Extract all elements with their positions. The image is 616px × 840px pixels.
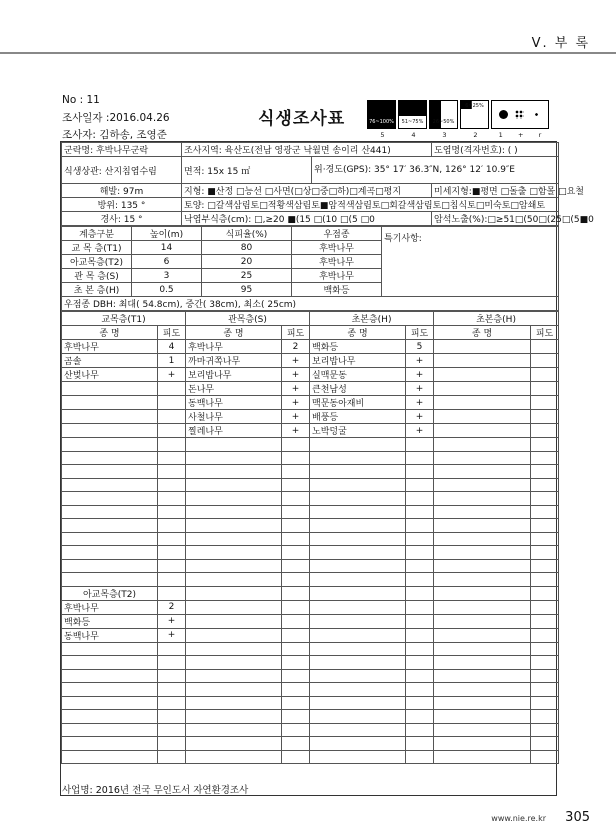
site-info-table <box>61 142 594 226</box>
table-row <box>62 696 559 710</box>
dots-plus-icon <box>515 110 524 119</box>
table-row <box>62 710 559 724</box>
table-row <box>62 573 559 587</box>
table-row <box>62 532 559 546</box>
table-row <box>62 723 559 737</box>
project-name: 사업명: 2016년 전국 무인도서 자연환경조사 <box>62 785 249 796</box>
layer-header-dominant: 우점종 <box>292 227 382 241</box>
scale-box-4: 51~75% <box>398 100 427 129</box>
scale-box-3: 26~50% <box>429 100 458 129</box>
table-row <box>62 559 559 573</box>
table-row: 후박나무 2 <box>62 600 559 614</box>
cover-scale-legend <box>367 100 551 130</box>
special-notes: 특기사항: <box>382 227 559 297</box>
page-number: 305 <box>565 810 590 825</box>
group-header-h2: 초본층(H) <box>434 312 559 326</box>
map-sheet: 도엽명(격자번호): ( ) <box>432 143 559 157</box>
table-row <box>62 478 559 492</box>
micro-terrain: 미세지형:■평면 □돌출 □함몰 □요철 <box>432 184 559 198</box>
group-header-h1: 초본층(H) <box>310 312 434 326</box>
layer-header-height: 높이(m) <box>132 227 202 241</box>
table-row: 교 목 층(T1) <box>62 241 132 255</box>
table-row: 동백나무 + 맥문동아재비 + <box>62 396 559 410</box>
table-row <box>62 669 559 683</box>
scale-numbers: 5 4 3 2 1 + r <box>380 131 542 139</box>
header-divider <box>0 52 616 54</box>
table-row <box>62 656 559 670</box>
slope: 경사: 15 ° <box>62 212 182 226</box>
table-row <box>62 750 559 764</box>
scale-box-2: 6~25% <box>460 100 489 129</box>
species-table: 교목층(T1) 관목층(S) 초본층(H) 초본층(H) 종 명 피도 종 명 피도 종 명 피도 종 명 피도 후박나무 4 후박나무 2 백화등 5 곰솔 1 까마귀쪽나무 + 보리밥나무 + 산벚나무 + 보리밥나무 + 실맥문동 + 돈나무 + 큰천남성 + 동백나무 + 맥문동아재비 + 사철나무 + 배풍등 + 찔레나무 + 노박덩굴 + 아교목층(T2) 후박나무 2 백화등 + 동백나무 + <box>61 311 559 764</box>
table-row: 동백나무 + <box>62 628 559 642</box>
gps-coords: 위·경도(GPS): 35° 17′ 36.3″N, 126° 12′ 10.9″E <box>312 157 559 184</box>
table-row <box>62 465 559 479</box>
table-row <box>62 492 559 506</box>
table-row <box>62 505 559 519</box>
table-row: 관 목 층(S) <box>62 269 132 283</box>
aspect: 방위: 135 ° <box>62 198 182 212</box>
plot-area: 면적: 15x 15 ㎡ <box>182 157 312 184</box>
layer-header-class: 계층구분 <box>62 227 132 241</box>
table-row: 후박나무 4 후박나무 2 백화등 5 <box>62 340 559 354</box>
table-row: 곰솔 1 까마귀쪽나무 + 보리밥나무 + <box>62 354 559 368</box>
table-row <box>62 546 559 560</box>
page-title: 식생조사표 <box>258 109 346 129</box>
survey-form <box>60 141 594 796</box>
table-row: 초 본 층(H) <box>62 283 132 297</box>
dot-1-icon <box>499 110 508 119</box>
terrain: 지형: ■산정 □능선 □사면(□상□중□하)□계곡□평지 <box>182 184 432 198</box>
table-row: 사철나무 + 배풍등 + <box>62 410 559 424</box>
survey-region: 조사지역: 육산도(전남 영광군 낙월면 송이리 산441) <box>182 143 432 157</box>
site-url: www.nie.re.kr <box>491 814 546 823</box>
table-row: 아교목층(T2) <box>62 255 132 269</box>
group-header-t1: 교목층(T1) <box>62 312 186 326</box>
dot-r-icon <box>532 110 541 119</box>
scale-box-small <box>491 100 549 129</box>
table-row <box>62 642 559 656</box>
section-header: Ⅴ. 부 록 <box>531 36 590 51</box>
survey-date: 조사일자 :2016.04.26 <box>62 112 170 124</box>
community-name: 군락명: 후박나무군락 <box>62 143 182 157</box>
table-row: 돈나무 + 큰천남성 + <box>62 382 559 396</box>
surveyors: 조사자: 김하송, 조영준 <box>62 129 167 141</box>
table-row <box>62 438 559 452</box>
vegetation-physiognomy: 식생상관: 산지침엽수림 <box>62 157 182 184</box>
table-row <box>62 451 559 465</box>
dbh-row: 우점종 DBH: 최대( 54.8cm), 중간( 38cm), 최소( 25cm) <box>62 297 559 311</box>
layer-header-cover: 식피율(%) <box>202 227 292 241</box>
scale-box-5: 76~100% <box>367 100 396 129</box>
rock-exposure: 암석노출(%):□≥51□(50□(25□(5■0 <box>432 212 559 226</box>
table-row: 아교목층(T2) <box>62 586 559 600</box>
table-row <box>62 683 559 697</box>
elevation: 해발: 97m <box>62 184 182 198</box>
table-row <box>62 519 559 533</box>
survey-no: No : 11 <box>62 94 100 106</box>
table-row: 산벚나무 + 보리밥나무 + 실맥문동 + <box>62 368 559 382</box>
soil-type: 토양: □갈색삼림토□적황색삼림토■암적색삼림토□회갈색삼림토□침식토□미숙토□암쇄토 <box>182 198 559 212</box>
layer-table: 계층구분 높이(m) 식피율(%) 우점종 특기사항: 교 목 층(T1) 14 80 후박나무 아교목층(T2) 6 20 후박나무 관 목 층(S) 3 25 후박나무 초 본 층(H) 0.5 95 백화등 우점종 DBH: 최대( 54.8cm), 중간( 38cm), 최소( 25cm) <box>61 226 559 311</box>
table-row <box>62 737 559 751</box>
litter-layer: 낙엽부식층(cm): □,≥20 ■(15 □(10 □(5 □0 <box>182 212 432 226</box>
table-row: 찔레나무 + 노박덩굴 + <box>62 424 559 438</box>
table-row: 백화등 + <box>62 614 559 628</box>
group-header-s: 관목층(S) <box>186 312 310 326</box>
